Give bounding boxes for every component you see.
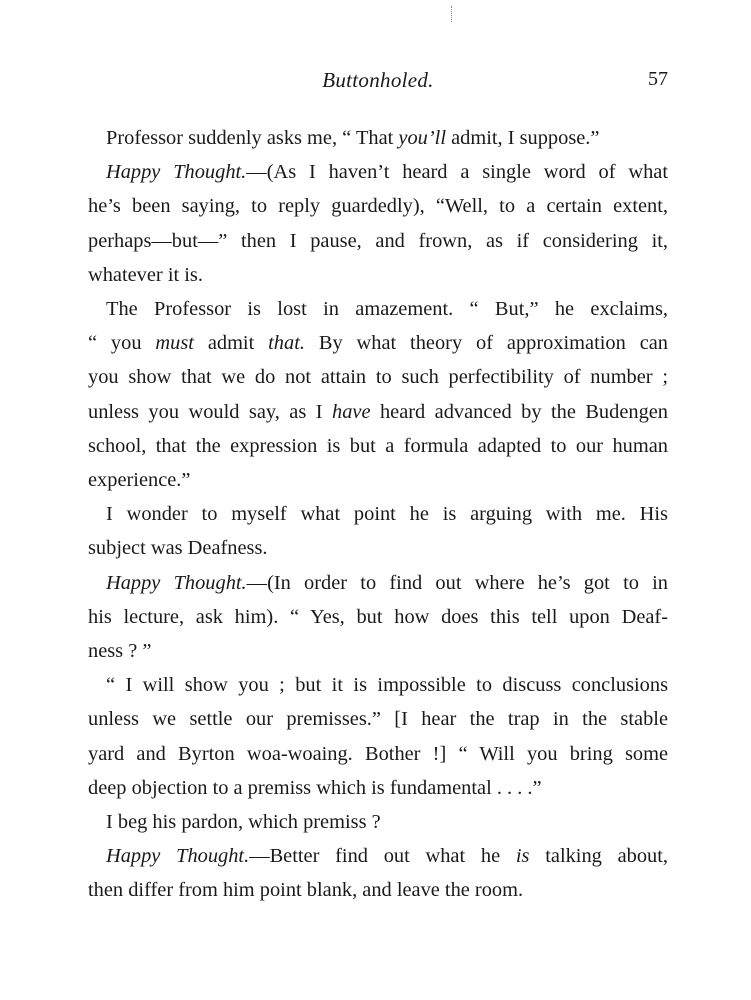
text-line [88,429,668,463]
text-line [88,566,668,600]
italic-segment: have [332,400,371,423]
italic-segment: is [515,845,530,868]
text-segment: —(As I haven’t heard a single word of what [246,161,668,184]
text-segment: Professor suddenly asks me, “ That [106,127,399,149]
italic-segment: Happy Thought. [106,161,247,184]
text-segment: unless you would say, as I [88,400,332,423]
print-speck [451,6,453,22]
paragraph [88,121,668,155]
paragraph [88,292,668,497]
text-line [88,189,668,223]
paragraph [88,668,668,805]
text-segment: —(In order to find out where he’s got to in [246,571,669,594]
text-segment: you show that we do not attain to such perfectibility of number ; [88,366,668,389]
text-segment: yard and Byrton woa-woaing. Bother !] “ Will you bring some [88,742,668,765]
text-segment: perhaps—but—” then I pause, and frown, as if considering it, [88,229,668,252]
text-segment: admit [193,332,269,355]
text-line [88,600,668,634]
running-title: Buttonholed. [322,68,434,92]
text-segment: admit, I suppose.” [445,127,600,149]
text-line [88,737,668,771]
text-segment: By what theory of approximation can [304,332,668,355]
text-line [88,155,668,189]
text-line [88,360,668,394]
paragraph [88,839,668,907]
text-line [88,497,668,531]
text-line [88,531,668,565]
text-segment: then differ from him point blank, and leave the room. [88,879,524,902]
text-segment: deep objection to a premiss which is fundamental . . . .” [88,776,542,799]
text-segment: subject was Deafness. [88,537,268,560]
italic-segment: that. [268,332,305,355]
text-segment: school, that the expression is but a formula adapted to our human [88,434,668,457]
italic-segment: Happy Thought. [106,571,247,594]
text-line [88,771,668,805]
text-segment: heard advanced by the Budengen [370,400,669,423]
body-text [88,121,668,908]
text-line [88,395,668,429]
text-line [88,805,668,839]
text-segment: his lecture, ask him). “ Yes, but how does this tell upon Deaf- [88,605,668,628]
text-line [88,258,668,292]
paragraph [88,805,668,839]
paragraph [88,497,668,565]
text-segment: experience.” [88,469,191,492]
text-line [88,668,668,702]
text-line [88,326,668,360]
text-segment: The Professor is lost in amazement. “ But,” he exclaims, [106,298,668,321]
text-segment: talking about, [529,845,668,868]
text-line [88,873,668,907]
text-line [88,224,668,258]
text-line [88,702,668,736]
paragraph [88,155,668,292]
italic-segment: Happy Thought. [106,845,250,868]
text-line [88,292,668,326]
paragraph [88,566,668,669]
text-line [88,839,668,873]
text-segment: I wonder to myself what point he is arguing with me. His [106,503,668,526]
text-segment: he’s been saying, to reply guardedly), “Well, to a certain extent, [88,195,668,218]
text-segment: unless we settle our premisses.” [I hear the trap in the stable [88,708,668,731]
text-segment: whatever it is. [88,263,203,286]
text-segment: ness ? ” [88,640,152,663]
page-number: 57 [648,68,668,90]
text-segment: I beg his pardon, which premiss ? [106,811,381,834]
text-line [88,463,668,497]
italic-segment: you’ll [398,127,446,149]
page-header [88,68,668,98]
italic-segment: must [155,332,194,355]
text-segment: “ you [88,332,156,355]
text-line [88,121,668,155]
text-line [88,634,668,668]
text-segment: —Better find out what he [249,845,516,868]
text-segment: “ I will show you ; but it is impossible to discuss conclusions [106,674,668,697]
